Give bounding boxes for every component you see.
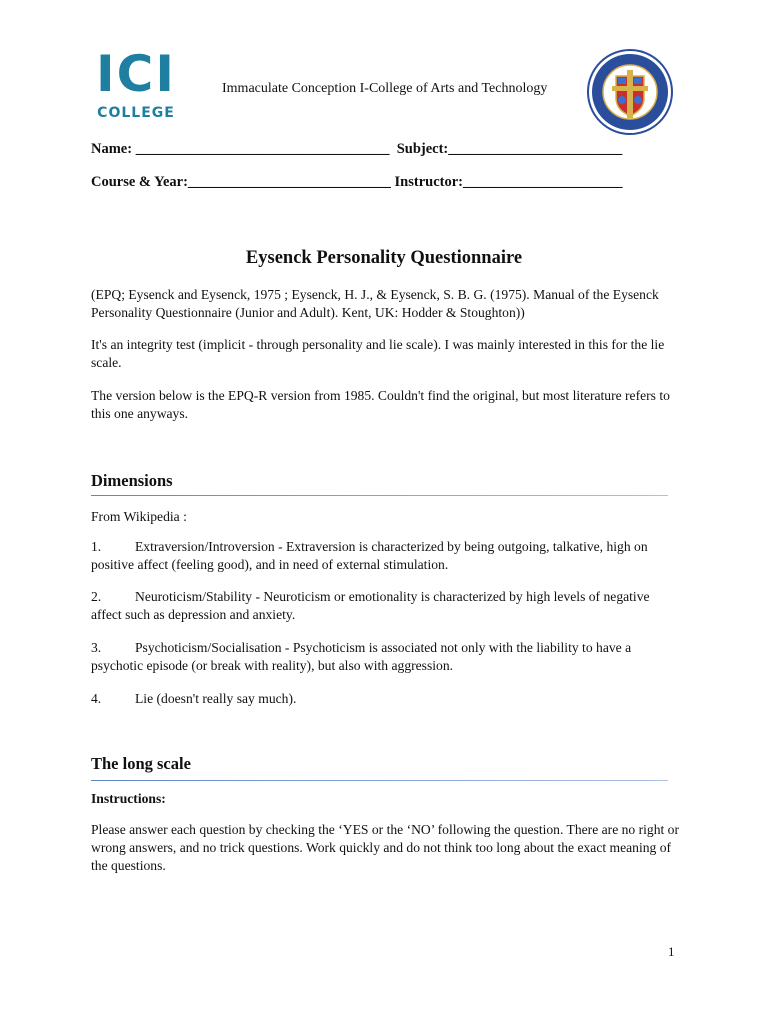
instructions-text: Please answer each question by checking the ‘YES or the ‘NO’ following the question. There are no right or wrong answers, and no trick questions. Work quickly and do not think too long about the exact meaning of the questions. bbox=[91, 822, 680, 873]
item-text: Neuroticism/Stability - Neuroticism or emotionality is characterized by high levels of negative affect such as depression and anxiety. bbox=[91, 589, 650, 622]
item-text: Psychoticism/Socialisation - Psychoticism is associated not only with the liability to have a psychotic episode (or break with reality), but also with aggression. bbox=[91, 640, 632, 673]
section-divider bbox=[91, 780, 668, 781]
section-divider bbox=[91, 495, 668, 496]
integrity-paragraph: It's an integrity test (implicit - through personality and lie scale). I was mainly interested in this for the lie scale. bbox=[91, 337, 665, 370]
version-paragraph: The version below is the EPQ-R version from 1985. Couldn't find the original, but most literature refers to this one anyways. bbox=[91, 388, 670, 421]
course-instructor-field[interactable]: Course & Year:____________________________ Instructor:______________________ bbox=[91, 174, 623, 190]
page-number: 1 bbox=[668, 944, 675, 959]
item-number: 1. bbox=[91, 539, 102, 554]
college-name: Immaculate Conception I-College of Arts and Technology bbox=[222, 81, 548, 96]
name-subject-field[interactable]: Name: ___________________________________ Subject:________________________ bbox=[91, 141, 623, 157]
logo-college-text: COLLEGE bbox=[97, 105, 175, 121]
item-text: Lie (doesn't really say much). bbox=[135, 691, 297, 706]
dimensions-heading: Dimensions bbox=[91, 471, 173, 490]
page-title: Eysenck Personality Questionnaire bbox=[245, 248, 523, 268]
dimension-item bbox=[91, 690, 681, 708]
item-number: 3. bbox=[91, 640, 102, 655]
dimension-item bbox=[91, 538, 681, 574]
item-number: 4. bbox=[91, 691, 102, 706]
dimension-item bbox=[91, 639, 681, 675]
logo-ici-text: ICI bbox=[96, 45, 176, 103]
college-seal-icon bbox=[586, 48, 674, 136]
instructions-label: Instructions: bbox=[91, 791, 166, 806]
dimension-item bbox=[91, 588, 681, 624]
citation-paragraph: (EPQ; Eysenck and Eysenck, 1975 ; Eysenck, H. J., & Eysenck, S. B. G. (1975). Manual of the Eysenck Personality Questionnaire (Junior and Adult). Kent, UK: Hodder & Stoughton)) bbox=[91, 287, 659, 320]
item-text: Extraversion/Introversion - Extraversion is characterized by being outgoing, talkative, high on positive affect (feeling good), and in need of external stimulation. bbox=[91, 539, 648, 572]
dimensions-source: From Wikipedia : bbox=[91, 509, 187, 524]
long-scale-heading: The long scale bbox=[91, 754, 191, 773]
item-number: 2. bbox=[91, 589, 102, 604]
ici-college-logo bbox=[92, 45, 180, 124]
